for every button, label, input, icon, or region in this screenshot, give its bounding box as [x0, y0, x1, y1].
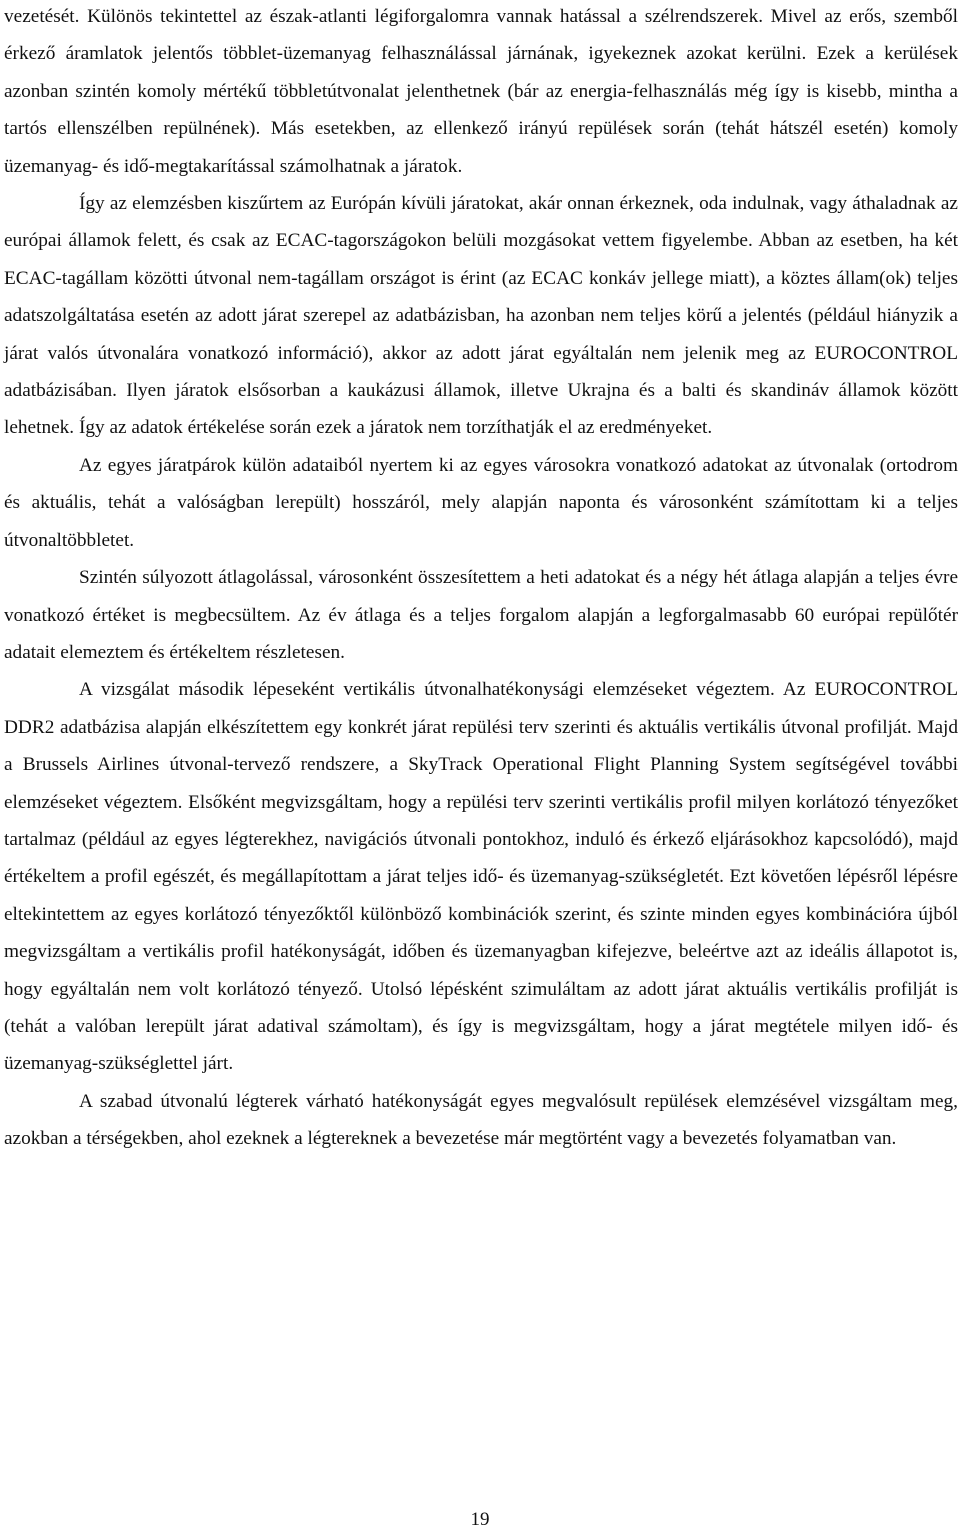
paragraph-free-route-airspace: A szabad útvonalú légterek várható hatékonyságát egyes megvalósult repülések elemzésével vizsgáltam meg, azokban a térségekben, ahol ezeknek a légtereknek a bevezetése már megtörtént vagy a bevezetés folyamatban van.: [4, 1090, 958, 1150]
document-page: [4, 0, 958, 1158]
paragraph-ecac-filtering: Így az elemzésben kiszűrtem az Európán kívüli járatokat, akár onnan érkeznek, oda indulnak, vagy áthaladnak az európai államok felett, és csak az ECAC-tagországokon belüli mozgásokat vettem figyelembe. Abban az esetben, ha két ECAC-tagállam közötti útvonal nem-tagállam országot is érint (az ECAC konkáv jellege miatt), a köztes állam(ok) teljes adatszolgáltatása esetén az adott járat szerepel az adatbázisban, ha azonban nem teljes körű a jelentés (például hiányzik a járat valós útvonalára vonatkozó információ), akkor az adott járat egyáltalán nem jelenik meg az EUROCONTROL adatbázisában. Ilyen járatok elsősorban a kaukázusi államok, illetve Ukrajna és a balti és skandináv államok között lehetnek. Így az adatok értékelése során ezek a járatok nem torzíthatják el az eredményeket.: [4, 193, 958, 439]
paragraph-weighted-average: Szintén súlyozott átlagolással, városonként összesítettem a heti adatokat és a négy hét átlaga alapján a teljes évre vonatkozó értéket is megbecsültem. Az év átlaga és a teljes forgalom alapján a legforgalmasabb 60 európai repülőtér adatait elemeztem és értékeltem részletesen.: [4, 567, 958, 663]
paragraph-continuation: vezetését. Különös tekintettel az észak-atlanti légiforgalomra vannak hatással a szélrendszerek. Mivel az erős, szemből érkező áramlatok jelentős többlet-üzemanyag felhasználással járnának, igyekeznek azokat kerülni. Ezek a kerülések azonban szintén komoly mértékű többletútvonalat jelenthetnek (bár az energia-felhasználás még így is kisebb, mintha a tartós ellenszélben repülnének). Más esetekben, az ellenkező irányú repülések során (tehát hátszél esetén) komoly üzemanyag- és idő-megtakarítással számolhatnak a járatok.: [4, 6, 958, 177]
paragraph-route-extension: Az egyes járatpárok külön adataiból nyertem ki az egyes városokra vonatkozó adatokat az útvonalak (ortodrom és aktuális, tehát a valóságban lerepült) hosszáról, mely alapján naponta és városonként számítottam ki a teljes útvonaltöbbletet.: [4, 454, 958, 551]
page-number: 19: [470, 1509, 490, 1530]
paragraph-vertical-efficiency: A vizsgálat második lépeseként vertikális útvonalhatékonysági elemzéseket végeztem. Az EUROCONTROL DDR2 adatbázisa alapján elkészítettem egy konkrét járat repülési terv szerinti és aktuális vertikális útvonal profilját. Majd a Brussels Airlines útvonal-tervező rendszere, a SkyTrack Operational Flight Planning System segítségével további elemzéseket végeztem. Elsőként megvizsgáltam, hogy a repülési terv szerinti vertikális profil milyen korlátozó tényezőket tartalmaz (például az egyes légterekhez, navigációs útvonali pontokhoz, induló és érkező eljárásokhoz kapcsolódó), majd értékeltem a profil egészét, és megállapítottam a járat teljes idő- és üzemanyag-szükségletét. Ezt követően lépésről lépésre eltekintettem az egyes korlátozó tényezőktől különböző kombinációk szerint, és szinte minden egyes kombinációra újból megvizsgáltam a vertikális profil hatékonyságát, időben és üzemanyagban kifejezve, beleértve azt az ideális állapotot is, hogy egyáltalán nem volt korlátozó tényező. Utolsó lépésként szimuláltam az adott járat aktuális vertikális profilját is (tehát a valóban lerepült járat adatival számoltam), és így is megvizsgáltam, hogy a járat megtétele milyen idő- és üzemanyag-szükséglettel járt.: [4, 679, 958, 1075]
